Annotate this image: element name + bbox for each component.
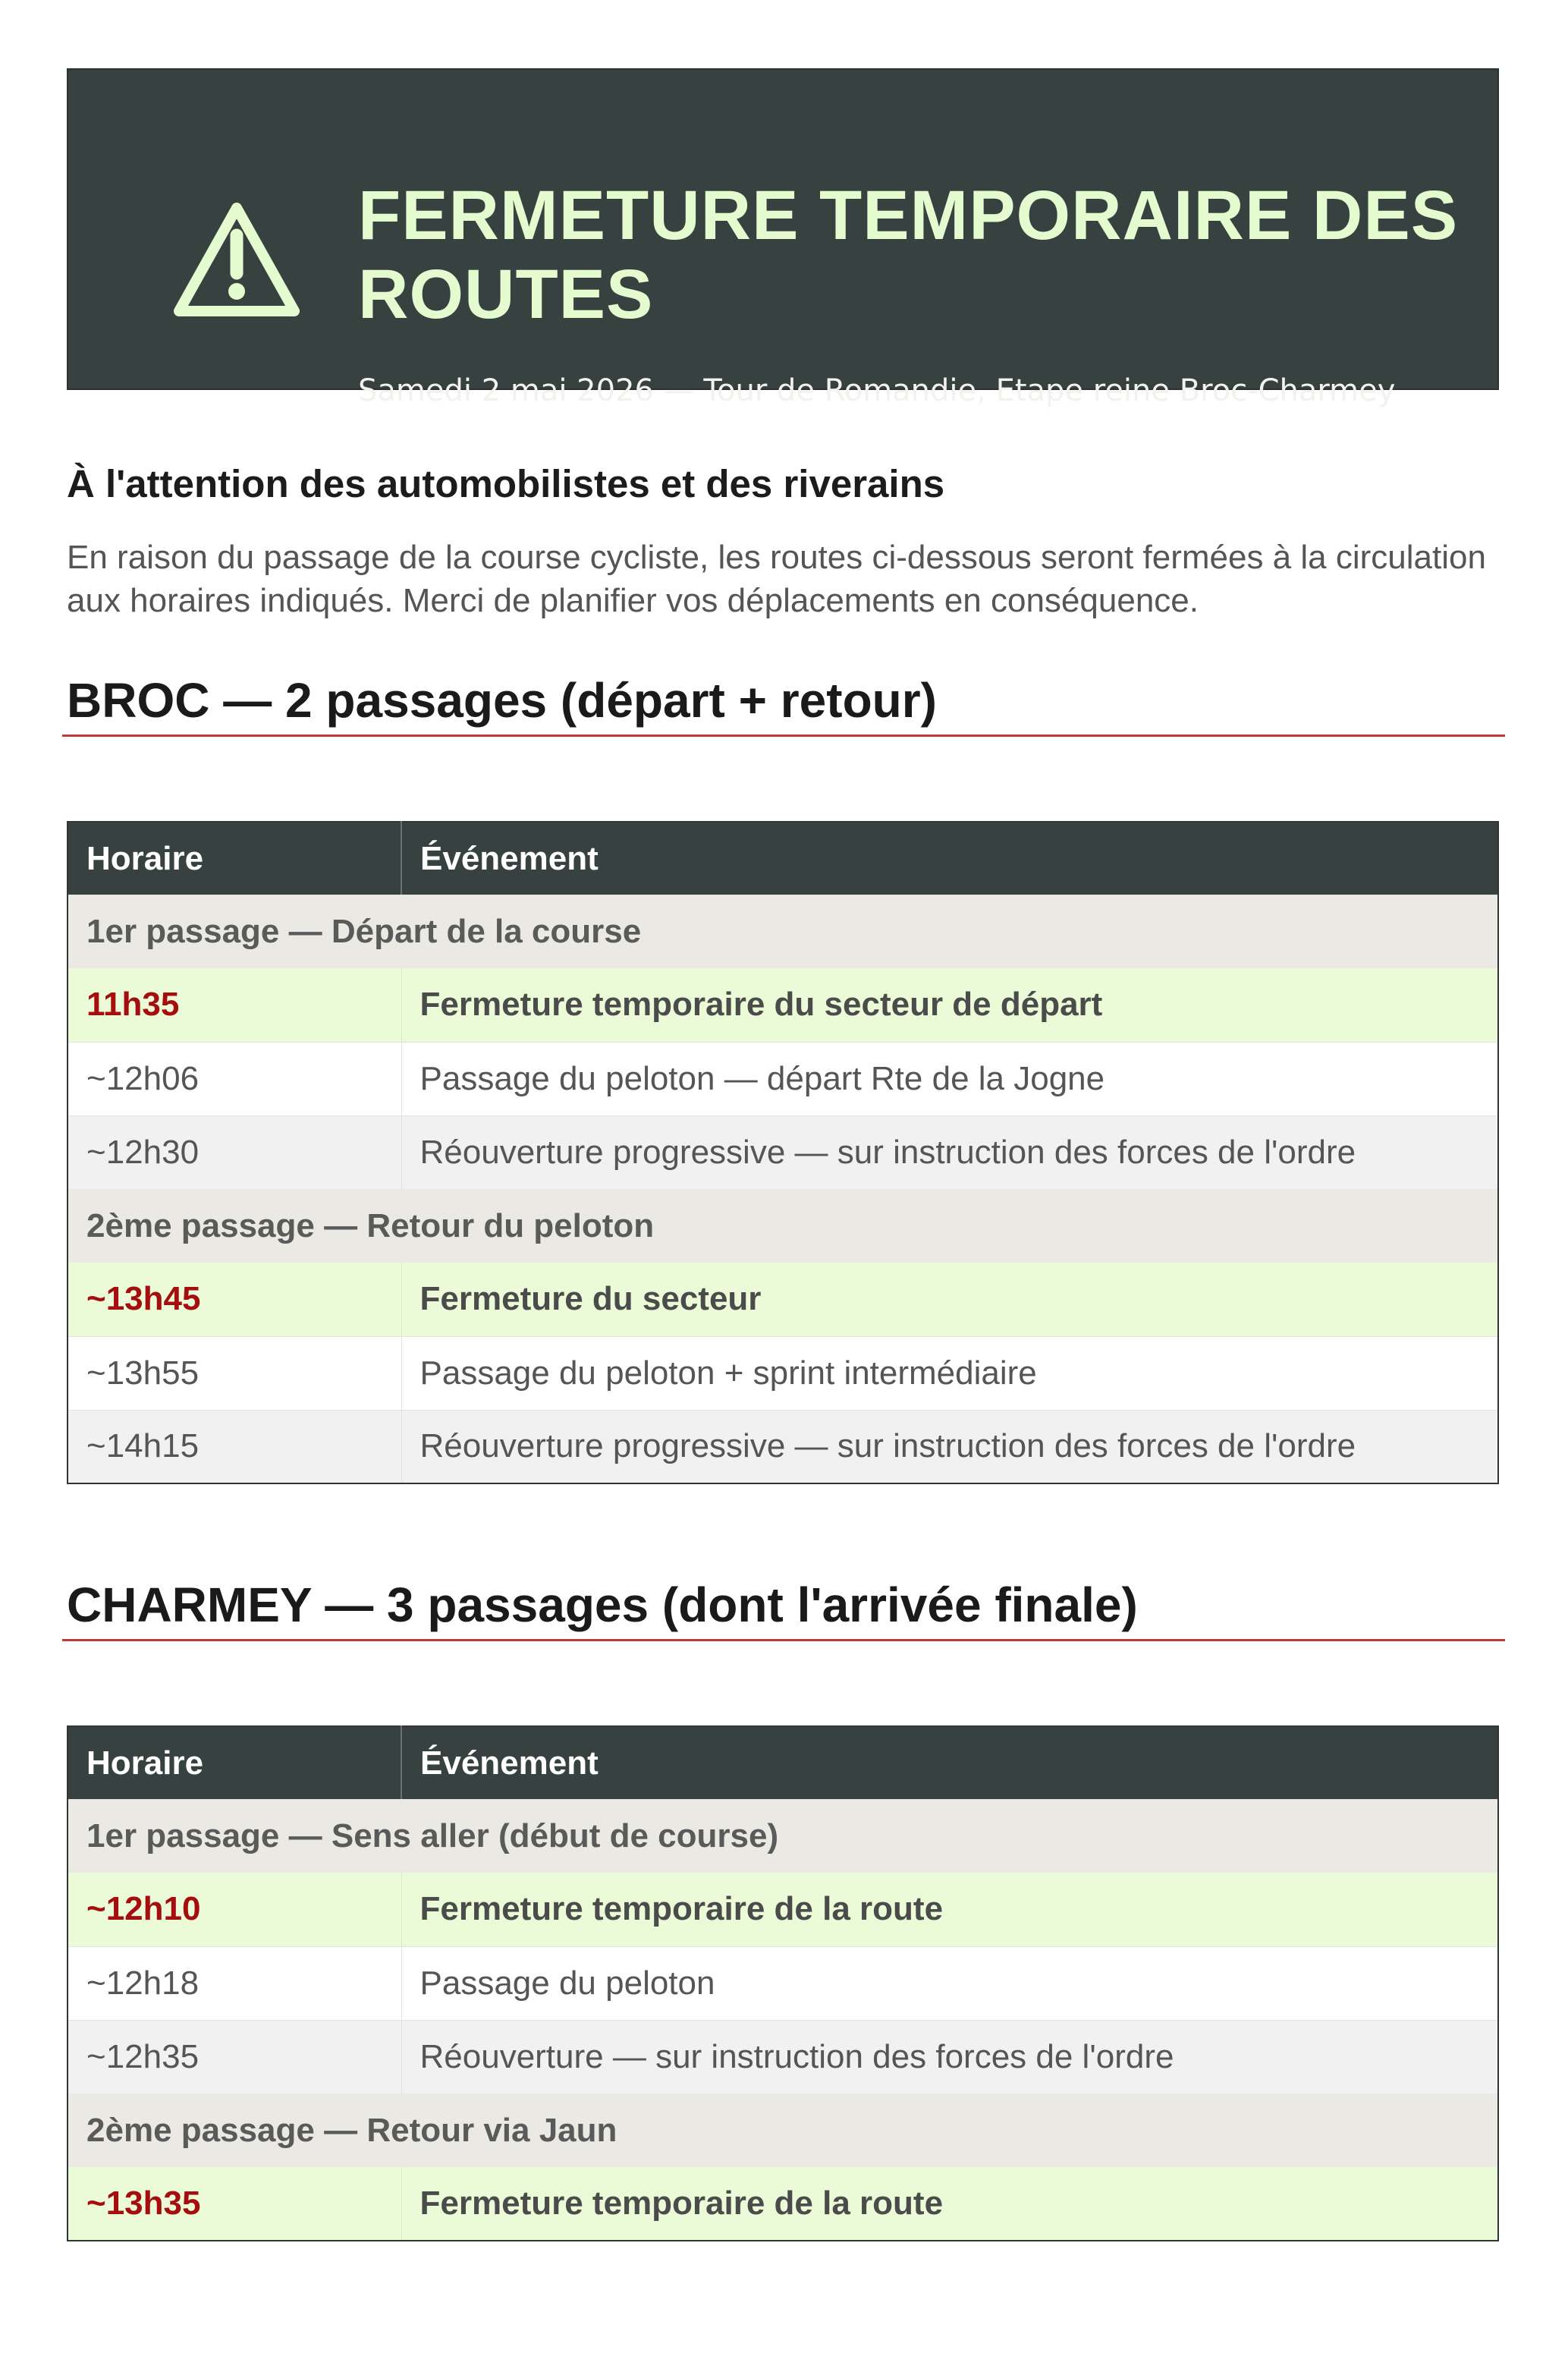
passage-group-label: 2ème passage — Retour du peloton (68, 1189, 1498, 1263)
column-header-time: Horaire (68, 1726, 401, 1799)
event-cell: Fermeture temporaire de la route (401, 1873, 1498, 1946)
event-cell: Réouverture progressive — sur instruction des forces de l'ordre (401, 1410, 1498, 1483)
time-cell: ~12h30 (68, 1115, 401, 1189)
time-cell: ~12h35 (68, 2020, 401, 2093)
table-row (68, 1946, 1498, 2020)
table-row (68, 2020, 1498, 2093)
column-header-time: Horaire (68, 822, 401, 895)
closure-row (68, 1263, 1498, 1336)
banner-title: FERMETURE TEMPORAIRE DES ROUTES (358, 177, 1459, 333)
warning-triangle-icon (168, 197, 305, 322)
table-row (68, 1336, 1498, 1410)
passage-group-row (68, 895, 1498, 968)
closure-row (68, 968, 1498, 1042)
event-cell: Fermeture temporaire de la route (401, 2167, 1498, 2241)
column-header-event: Événement (401, 1726, 1498, 1799)
banner-subtitle: Samedi 2 mai 2026 — Tour de Romandie, Etape reine Broc-Charmey (358, 373, 1396, 408)
time-cell: ~12h10 (68, 1873, 401, 1946)
section-rule-broc (62, 735, 1505, 737)
time-cell: ~12h18 (68, 1946, 401, 2020)
event-cell: Réouverture progressive — sur instruction des forces de l'ordre (401, 1115, 1498, 1189)
header-banner (67, 68, 1499, 408)
section-heading-broc: BROC — 2 passages (départ + retour) (67, 673, 937, 728)
passage-group-label: 2ème passage — Retour via Jaun (68, 2093, 1498, 2167)
time-cell: ~13h55 (68, 1336, 401, 1410)
event-cell: Passage du peloton — départ Rte de la Jogne (401, 1042, 1498, 1115)
table-row (68, 1115, 1498, 1189)
event-cell: Fermeture du secteur (401, 1263, 1498, 1336)
broc-schedule-table (67, 821, 1499, 1484)
table-header-row (68, 822, 1498, 895)
closure-row (68, 2167, 1498, 2241)
passage-group-label: 1er passage — Sens aller (début de course) (68, 1799, 1498, 1873)
section-rule-charmey (62, 1639, 1505, 1641)
passage-group-label: 1er passage — Départ de la course (68, 895, 1498, 968)
intro-text: En raison du passage de la course cycliste, les routes ci-dessous seront fermées à la circulation aux horaires indiqués. Merci de planifier vos déplacements en conséquence. (67, 539, 1486, 619)
event-cell: Réouverture — sur instruction des forces de l'ordre (401, 2020, 1498, 2093)
table-row (68, 1410, 1498, 1483)
time-cell: ~13h35 (68, 2167, 401, 2241)
section-heading-charmey: CHARMEY — 3 passages (dont l'arrivée finale) (67, 1578, 1138, 1632)
event-cell: Passage du peloton (401, 1946, 1498, 2020)
passage-group-row (68, 1799, 1498, 1873)
column-header-event: Événement (401, 822, 1498, 895)
time-cell: 11h35 (68, 968, 401, 1042)
time-cell: ~14h15 (68, 1410, 401, 1483)
table-header-row (68, 1726, 1498, 1799)
table-row (68, 1042, 1498, 1115)
closure-row (68, 1873, 1498, 1946)
passage-group-row (68, 2093, 1498, 2167)
passage-group-row (68, 1189, 1498, 1263)
event-cell: Fermeture temporaire du secteur de départ (401, 968, 1498, 1042)
charmey-schedule-table (67, 1725, 1499, 2241)
time-cell: ~13h45 (68, 1263, 401, 1336)
event-cell: Passage du peloton + sprint intermédiaire (401, 1336, 1498, 1410)
time-cell: ~12h06 (68, 1042, 401, 1115)
intro-heading: À l'attention des automobilistes et des riverains (67, 462, 945, 505)
